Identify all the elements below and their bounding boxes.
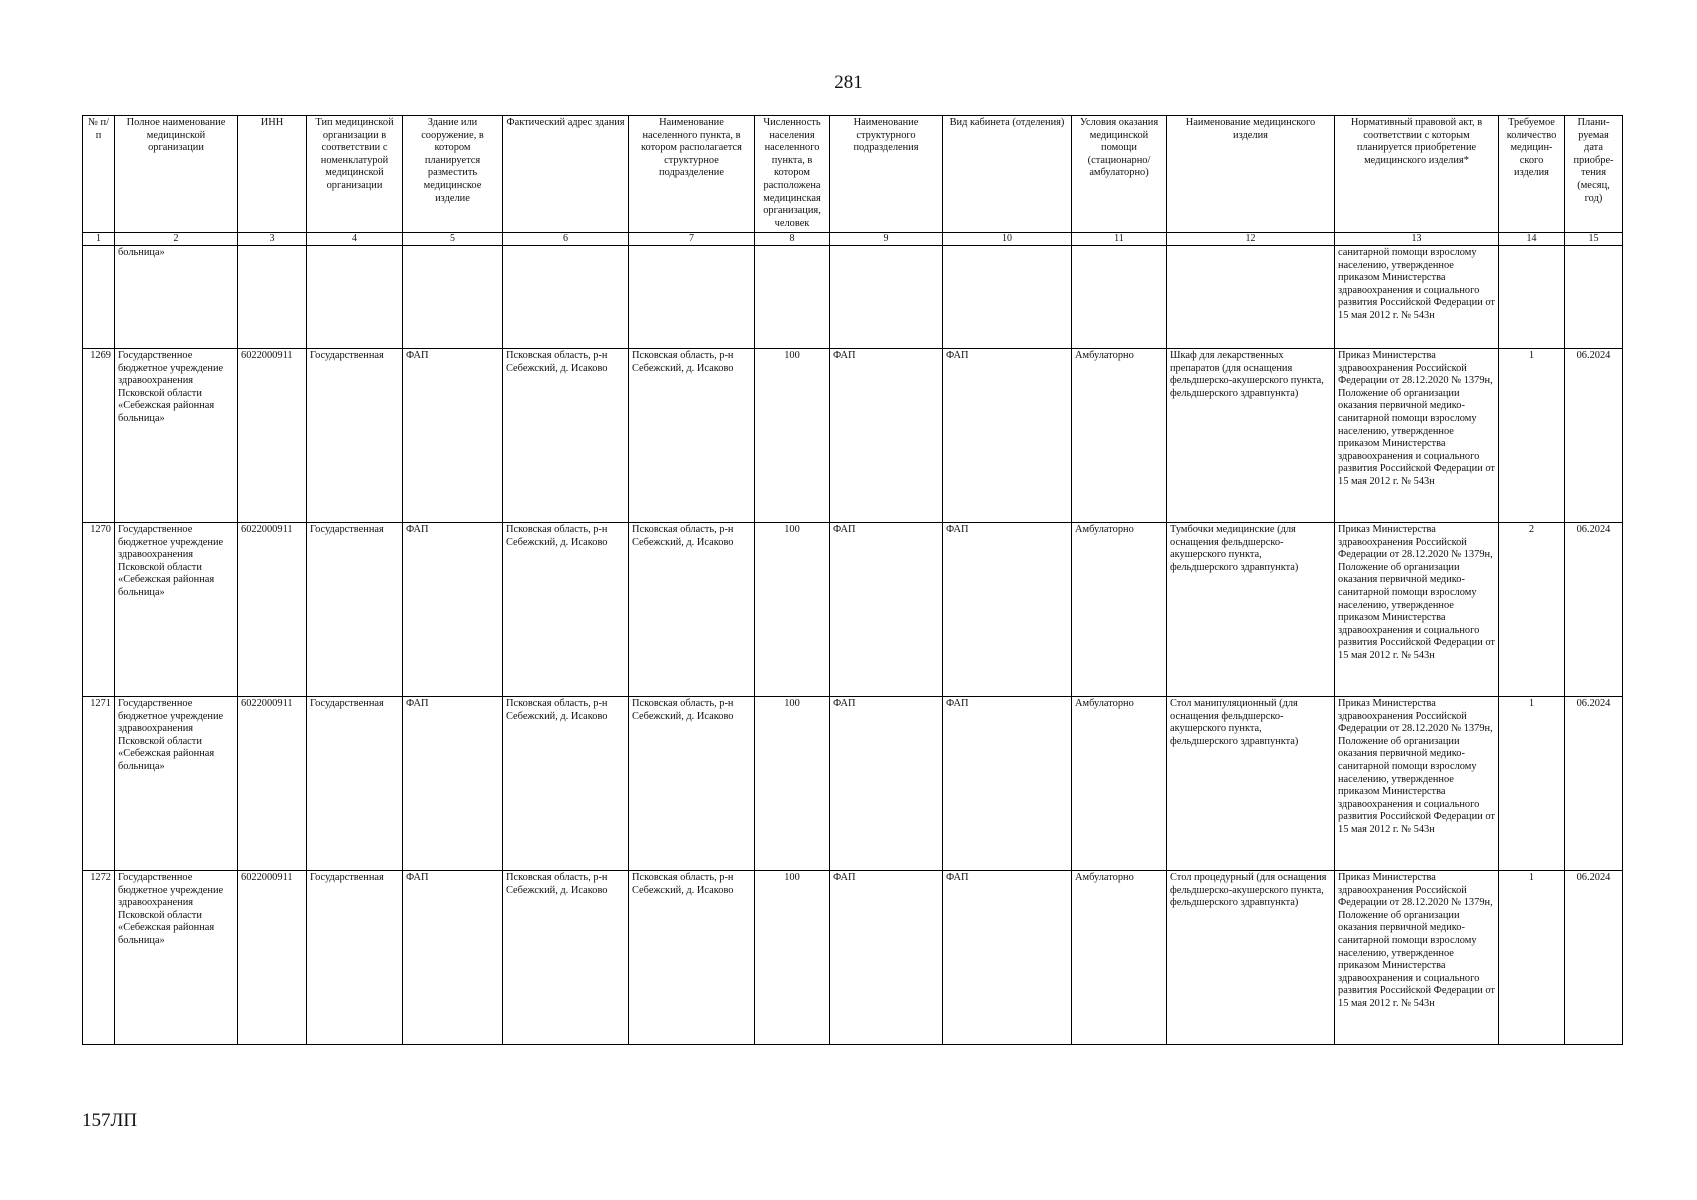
col-header-7: Наименование населенного пункта, в котором располагается структурное подразделение [629,116,755,233]
cell-act: Приказ Министерства здравоохранения Российской Федерации от 28.12.2020 № 1379н, Положение об организации оказания первичной медико-санитарной помощи взрослому населению, утвержденное приказом Министерства здравоохранения и социального развития Российской Федерации от 15 мая 2012 г. № 543н [1335,697,1499,871]
col-number: 12 [1167,233,1335,246]
cell-inn: 6022000911 [238,697,307,871]
col-header-5: Здание или сооружение, в котором планируется разместить медицинское изделие [403,116,503,233]
cell-population: 100 [755,697,830,871]
cell-cabinet: ФАП [943,871,1072,1045]
col-number: 7 [629,233,755,246]
cell-conditions: Амбулаторно [1072,697,1167,871]
cell-qty: 1 [1499,697,1565,871]
cell-locality: Псковская область, р-н Себежский, д. Исаково [629,697,755,871]
cell-act: санитарной помощи взрослому населению, утвержденное приказом Министерства здравоохранения и социального развития Российской Федерации от 15 мая 2012 г. № 543н [1335,246,1499,349]
cell-empty [1167,246,1335,349]
cell-building: ФАП [403,349,503,523]
cell-building: ФАП [403,871,503,1045]
col-header-6: Фактический адрес здания [503,116,629,233]
cell-qty: 1 [1499,349,1565,523]
cell-date: 06.2024 [1565,523,1623,697]
cell-empty [83,246,115,349]
cell-device: Стол процедурный (для оснащения фельдшерско-акушерского пункта, фельдшерского здравпункта) [1167,871,1335,1045]
col-number: 10 [943,233,1072,246]
header-row [83,116,1623,233]
cell-qty: 2 [1499,523,1565,697]
col-header-13: Нормативный правовой акт, в соответствии с которым планируется приобретение медицинского изделия* [1335,116,1499,233]
table-row [83,871,1623,1045]
cell-act: Приказ Министерства здравоохранения Российской Федерации от 28.12.2020 № 1379н, Положение об организации оказания первичной медико-санитарной помощи взрослому населению, утвержденное приказом Министерства здравоохранения и социального развития Российской Федерации от 15 мая 2012 г. № 543н [1335,523,1499,697]
cell-org: Государственное бюджетное учреждение здравоохранения Псковской области «Себежская районная больница» [115,349,238,523]
table-row [83,349,1623,523]
cell-locality: Псковская область, р-н Себежский, д. Исаково [629,871,755,1045]
cell-empty [629,246,755,349]
cell-number: 1270 [83,523,115,697]
cell-inn: 6022000911 [238,523,307,697]
col-header-9: Наименование структурного подразделения [830,116,943,233]
cell-empty [1565,246,1623,349]
cell-address: Псковская область, р-н Себежский, д. Исаково [503,697,629,871]
cell-building: ФАП [403,697,503,871]
cell-empty [238,246,307,349]
cell-empty [830,246,943,349]
col-number: 11 [1072,233,1167,246]
cell-address: Псковская область, р-н Себежский, д. Исаково [503,871,629,1045]
cell-cabinet: ФАП [943,349,1072,523]
equipment-table [82,115,1623,1045]
cell-type: Государственная [307,871,403,1045]
col-header-4: Тип медицинской организации в соответствии с номенклатурой медицинской организации [307,116,403,233]
col-number: 4 [307,233,403,246]
cell-unit: ФАП [830,523,943,697]
col-header-2: Полное наименование медицинской организации [115,116,238,233]
col-header-10: Вид кабинета (отделения) [943,116,1072,233]
cell-empty [307,246,403,349]
table-row [83,523,1623,697]
col-header-14: Требуемое количество медицин-ского изделия [1499,116,1565,233]
cell-unit: ФАП [830,871,943,1045]
cell-locality: Псковская область, р-н Себежский, д. Исаково [629,349,755,523]
col-number: 5 [403,233,503,246]
col-number: 13 [1335,233,1499,246]
cell-org: больница» [115,246,238,349]
cell-locality: Псковская область, р-н Себежский, д. Исаково [629,523,755,697]
cell-type: Государственная [307,349,403,523]
cell-type: Государственная [307,523,403,697]
cell-date: 06.2024 [1565,871,1623,1045]
cell-conditions: Амбулаторно [1072,349,1167,523]
cell-cabinet: ФАП [943,697,1072,871]
cell-number: 1269 [83,349,115,523]
footer-code: 157ЛП [82,1110,138,1131]
col-number: 8 [755,233,830,246]
cell-org: Государственное бюджетное учреждение здравоохранения Псковской области «Себежская районная больница» [115,871,238,1045]
cell-org: Государственное бюджетное учреждение здравоохранения Псковской области «Себежская районная больница» [115,697,238,871]
cell-population: 100 [755,871,830,1045]
col-number: 6 [503,233,629,246]
cell-number: 1271 [83,697,115,871]
col-number: 15 [1565,233,1623,246]
cell-population: 100 [755,349,830,523]
cell-inn: 6022000911 [238,349,307,523]
col-number: 3 [238,233,307,246]
cell-qty: 1 [1499,871,1565,1045]
col-header-3: ИНН [238,116,307,233]
continuation-row [83,246,1623,349]
cell-empty [1072,246,1167,349]
cell-empty [755,246,830,349]
cell-building: ФАП [403,523,503,697]
column-number-row [83,233,1623,246]
cell-conditions: Амбулаторно [1072,523,1167,697]
cell-empty [1499,246,1565,349]
cell-address: Псковская область, р-н Себежский, д. Исаково [503,349,629,523]
cell-device: Шкаф для лекарственных препаратов (для оснащения фельдшерско-акушерского пункта, фельдшерского здравпункта) [1167,349,1335,523]
col-number: 1 [83,233,115,246]
col-number: 14 [1499,233,1565,246]
col-header-8: Численность населения населенного пункта, в котором расположена медицинская организация, человек [755,116,830,233]
cell-device: Стол манипуляционный (для оснащения фельдшерско-акушерского пункта, фельдшерского здравпункта) [1167,697,1335,871]
cell-empty [503,246,629,349]
cell-unit: ФАП [830,697,943,871]
cell-empty [403,246,503,349]
cell-org: Государственное бюджетное учреждение здравоохранения Псковской области «Себежская районная больница» [115,523,238,697]
cell-inn: 6022000911 [238,871,307,1045]
col-header-15: Плани-руемая дата приобре-тения (месяц, год) [1565,116,1623,233]
cell-unit: ФАП [830,349,943,523]
cell-population: 100 [755,523,830,697]
col-number: 9 [830,233,943,246]
cell-act: Приказ Министерства здравоохранения Российской Федерации от 28.12.2020 № 1379н, Положение об организации оказания первичной медико-санитарной помощи взрослому населению, утвержденное приказом Министерства здравоохранения и социального развития Российской Федерации от 15 мая 2012 г. № 543н [1335,871,1499,1045]
col-header-12: Наименование медицинского изделия [1167,116,1335,233]
cell-cabinet: ФАП [943,523,1072,697]
cell-date: 06.2024 [1565,697,1623,871]
cell-address: Псковская область, р-н Себежский, д. Исаково [503,523,629,697]
cell-conditions: Амбулаторно [1072,871,1167,1045]
cell-act: Приказ Министерства здравоохранения Российской Федерации от 28.12.2020 № 1379н, Положение об организации оказания первичной медико-санитарной помощи взрослому населению, утвержденное приказом Министерства здравоохранения и социального развития Российской Федерации от 15 мая 2012 г. № 543н [1335,349,1499,523]
col-header-1: № п/п [83,116,115,233]
cell-type: Государственная [307,697,403,871]
cell-device: Тумбочки медицинские (для оснащения фельдшерско-акушерского пункта, фельдшерского здравпункта) [1167,523,1335,697]
cell-number: 1272 [83,871,115,1045]
cell-date: 06.2024 [1565,349,1623,523]
page-number: 281 [834,72,863,93]
col-number: 2 [115,233,238,246]
col-header-11: Условия оказания медицинской помощи (стационарно/ амбулаторно) [1072,116,1167,233]
table-row [83,697,1623,871]
cell-empty [943,246,1072,349]
